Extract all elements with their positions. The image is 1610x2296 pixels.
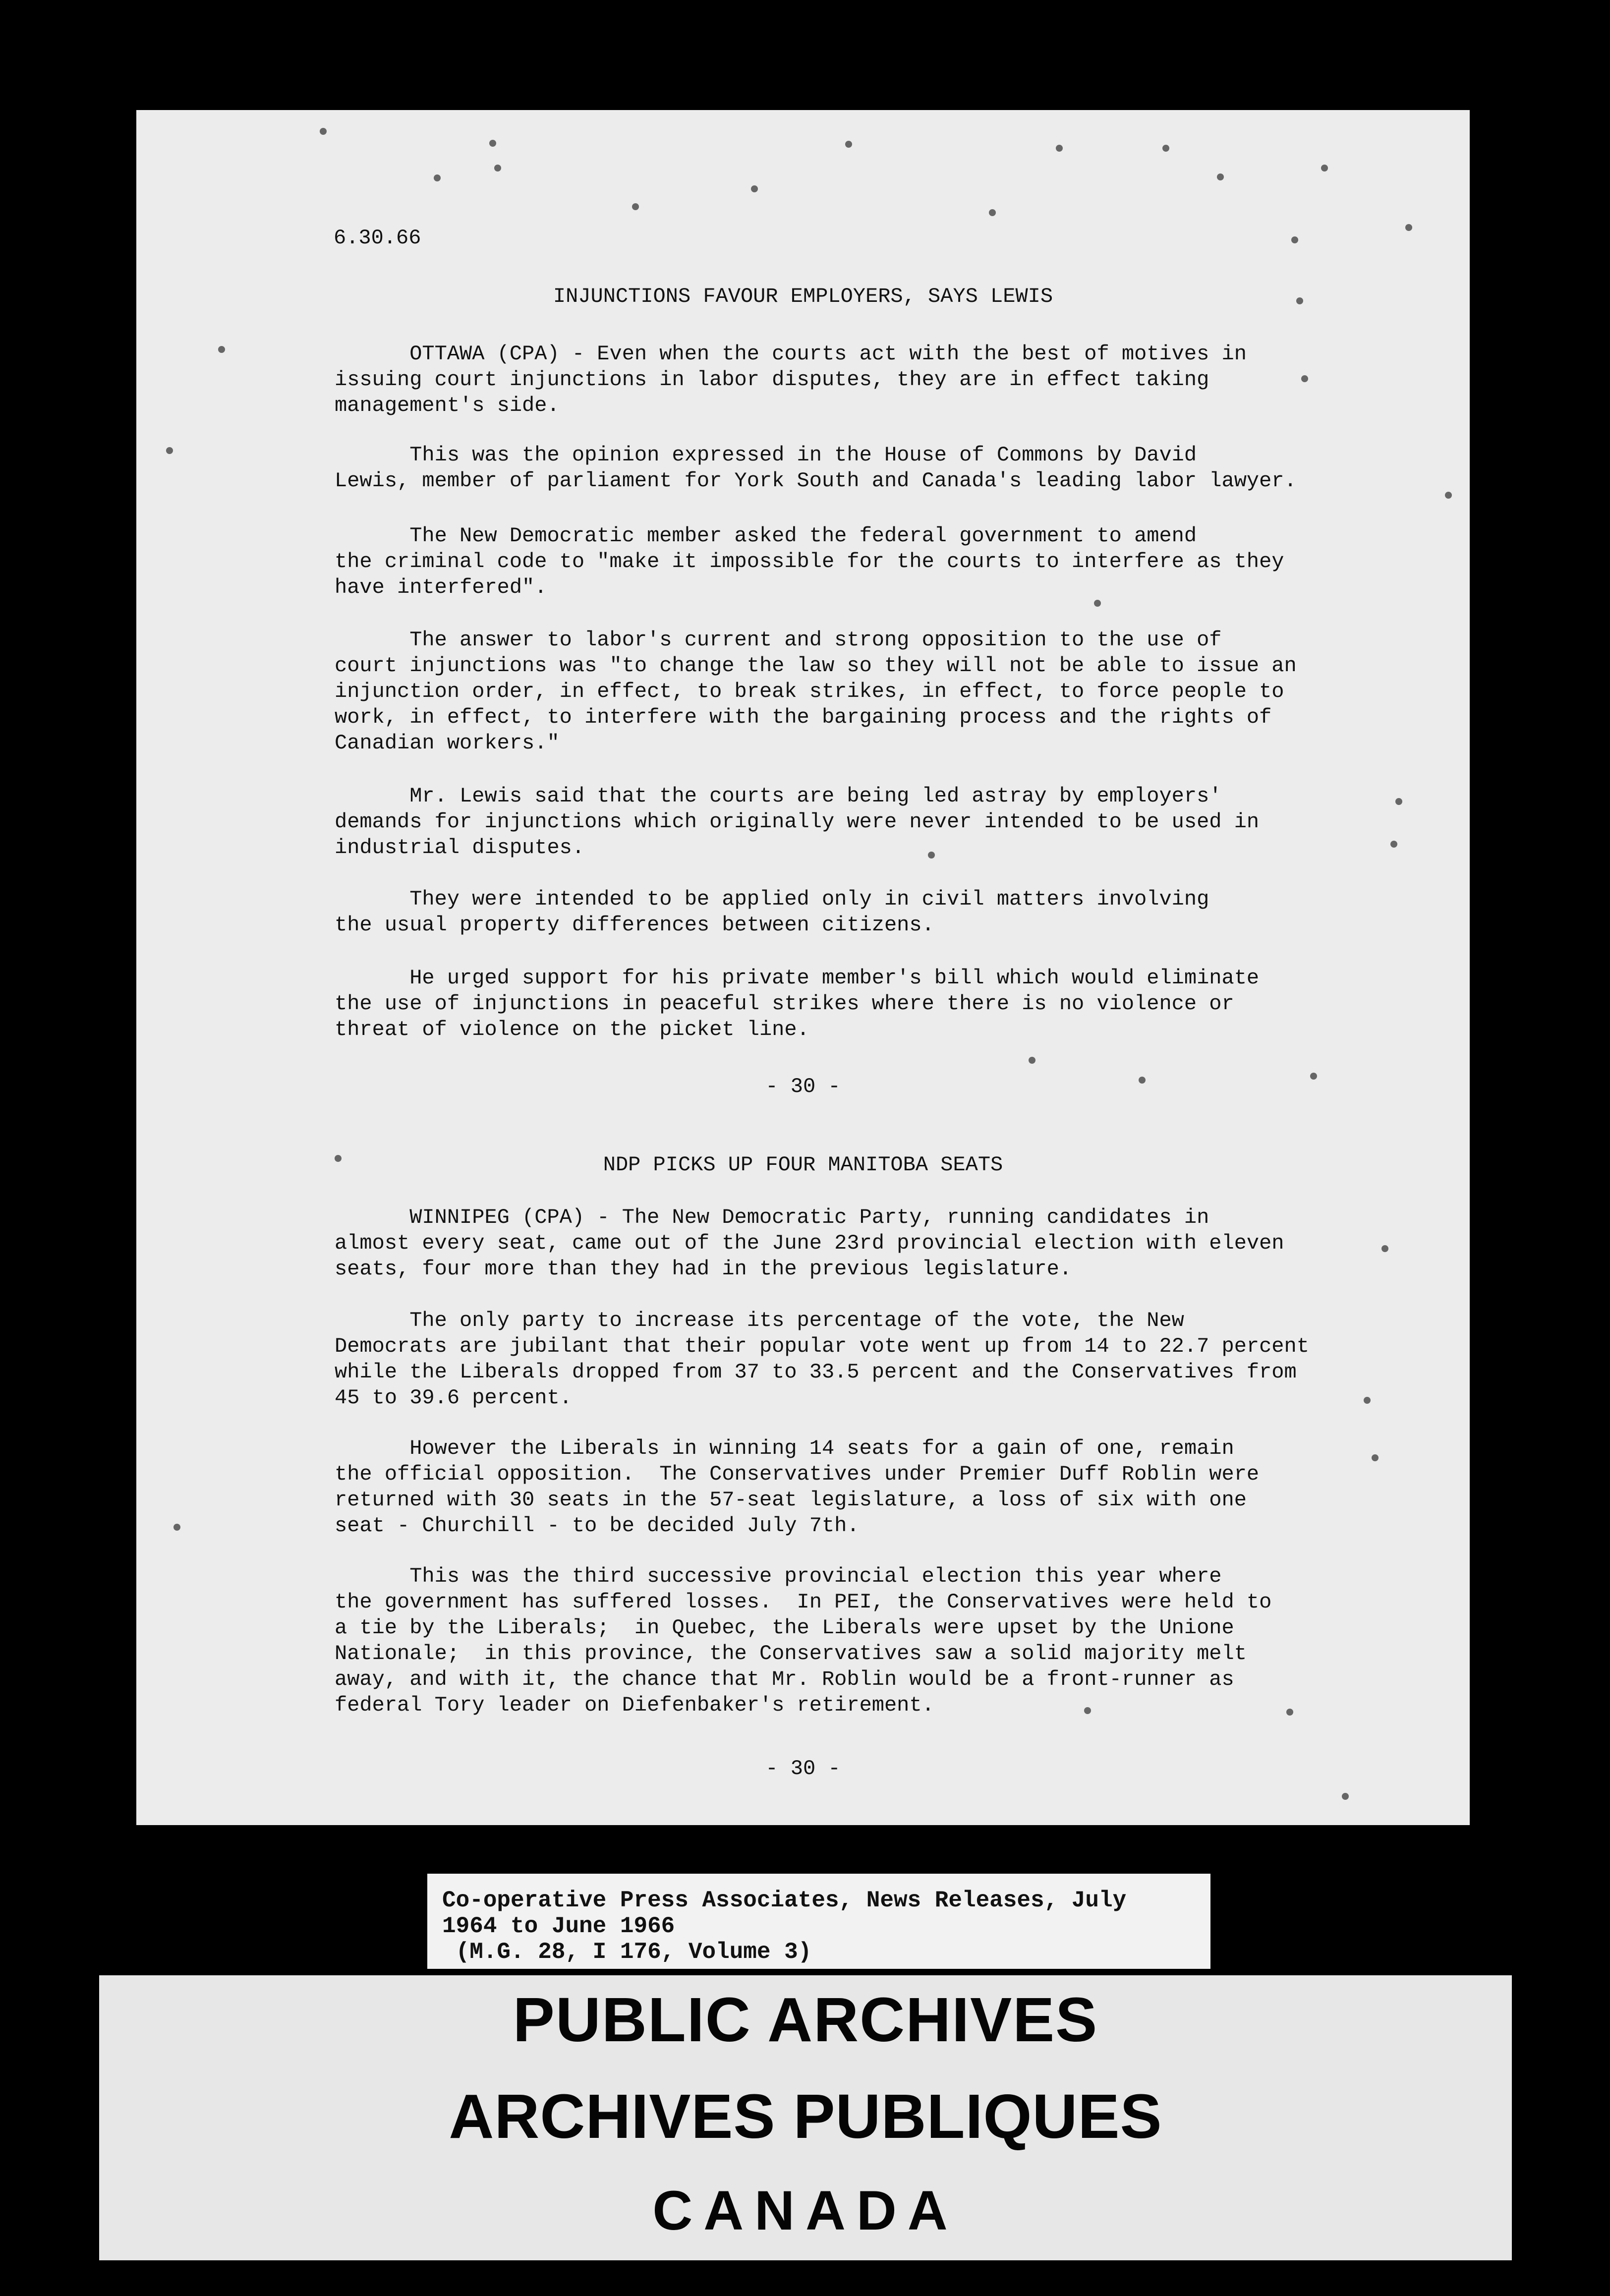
- scan-speck: [1310, 1073, 1317, 1080]
- scan-speck: [1084, 1707, 1091, 1714]
- scan-speck: [434, 174, 441, 181]
- scan-speck: [1405, 224, 1412, 231]
- scan-speck: [928, 852, 935, 859]
- scan-speck: [1056, 145, 1063, 152]
- citation-line: Co-operative Press Associates, News Releases, July: [442, 1888, 1127, 1913]
- scan-speck: [632, 203, 639, 210]
- document-page: [136, 110, 1470, 1825]
- article-1-paragraph: This was the opinion expressed in the House of Commons by David Lewis, member of parliament for York South and Canada's leading labor lawyer.: [335, 443, 1297, 493]
- scan-speck: [1301, 375, 1308, 382]
- article-2-headline: NDP PICKS UP FOUR MANITOBA SEATS: [603, 1153, 1003, 1177]
- scan-speck: [1217, 173, 1224, 180]
- article-1-paragraph: The answer to labor's current and strong opposition to the use of court injunctions was "to change the law so they will not be able to issue an injunction order, in effect, to break strikes, in effect, to force people to work, in effect, to interfere with the bargaining process and the rights of Canadian workers.": [335, 628, 1297, 755]
- article-2-paragraph: This was the third successive provincial election this year where the government has suffered losses. In PEI, the Conservatives were held to a tie by the Liberals; in Quebec, the Liberals were upset by the Unione Nationale; in this province, the Conservatives saw a solid majority melt away, and with it, the chance that Mr. Roblin would be a front-runner as federal Tory leader on Diefenbaker's retirement.: [335, 1564, 1272, 1717]
- document-date: 6.30.66: [334, 226, 421, 250]
- scan-speck: [1342, 1793, 1349, 1800]
- scan-speck: [1094, 600, 1101, 607]
- scan-speck: [1390, 841, 1397, 848]
- scan-speck: [989, 209, 996, 216]
- scan-speck: [845, 141, 852, 148]
- article-1-paragraph: They were intended to be applied only in civil matters involving the usual property differences between citizens.: [335, 887, 1209, 937]
- scan-speck: [1445, 492, 1452, 499]
- article-1-paragraph: Mr. Lewis said that the courts are being led astray by employers' demands for injunctions which originally were never intended to be used in industrial disputes.: [335, 784, 1260, 860]
- source-citation-card: [427, 1874, 1210, 1969]
- citation-line: 1964 to June 1966: [442, 1913, 675, 1939]
- citation-line: (M.G. 28, I 176, Volume 3): [442, 1939, 812, 1965]
- scan-speck: [1291, 236, 1298, 243]
- scan-speck: [218, 346, 225, 353]
- scan-speck: [494, 165, 501, 172]
- scan-speck: [1162, 145, 1169, 152]
- scan-speck: [1286, 1709, 1293, 1716]
- article-1-end-mark: - 30 -: [765, 1075, 841, 1098]
- article-1-paragraph: OTTAWA (CPA) - Even when the courts act with the best of motives in issuing court injunctions in labor disputes, they are in effect taking management's side.: [335, 342, 1247, 417]
- stamp-line-country: CANADA: [652, 2180, 959, 2241]
- article-1-headline: INJUNCTIONS FAVOUR EMPLOYERS, SAYS LEWIS: [553, 285, 1053, 308]
- scan-speck: [1381, 1245, 1388, 1252]
- article-2-end-mark: - 30 -: [765, 1757, 841, 1780]
- scan-speck: [751, 185, 758, 192]
- article-1-paragraph: The New Democratic member asked the federal government to amend the criminal code to "make it impossible for the courts to interfere as they have interfered".: [335, 524, 1284, 599]
- scan-speck: [1372, 1454, 1379, 1461]
- scan-speck: [1364, 1397, 1371, 1404]
- article-2-paragraph: However the Liberals in winning 14 seats for a gain of one, remain the official opposition. The Conservatives under Premier Duff Roblin were returned with 30 seats in the 57-seat legislature, a loss of six with one seat - Churchill - to be decided July 7th.: [335, 1436, 1260, 1538]
- scan-speck: [1395, 798, 1402, 805]
- article-2-paragraph: WINNIPEG (CPA) - The New Democratic Party, running candidates in almost every seat, came out of the June 23rd provincial election with eleven seats, four more than they had in the previous legislature.: [335, 1205, 1284, 1281]
- archive-stamp: [99, 1975, 1512, 2260]
- scan-speck: [320, 128, 327, 135]
- article-1-paragraph: He urged support for his private member's bill which would eliminate the use of injunctions in peaceful strikes where there is no violence or threat of violence on the picket line.: [335, 966, 1260, 1041]
- stamp-line-english: PUBLIC ARCHIVES: [513, 1985, 1098, 2055]
- scan-speck: [335, 1155, 342, 1162]
- scan-speck: [173, 1524, 180, 1531]
- scan-speck: [1296, 297, 1303, 304]
- scan-speck: [1029, 1057, 1035, 1064]
- scan-speck: [1321, 165, 1328, 172]
- stamp-line-french: ARCHIVES PUBLIQUES: [449, 2081, 1162, 2151]
- article-2-paragraph: The only party to increase its percentage of the vote, the New Democrats are jubilant that their popular vote went up from 14 to 22.7 percent while the Liberals dropped from 37 to 33.5 percent and the Conservatives from 45 to 39.6 percent.: [335, 1309, 1309, 1410]
- scan-speck: [489, 140, 496, 147]
- scan-speck: [166, 447, 173, 454]
- scan-speck: [1139, 1077, 1146, 1084]
